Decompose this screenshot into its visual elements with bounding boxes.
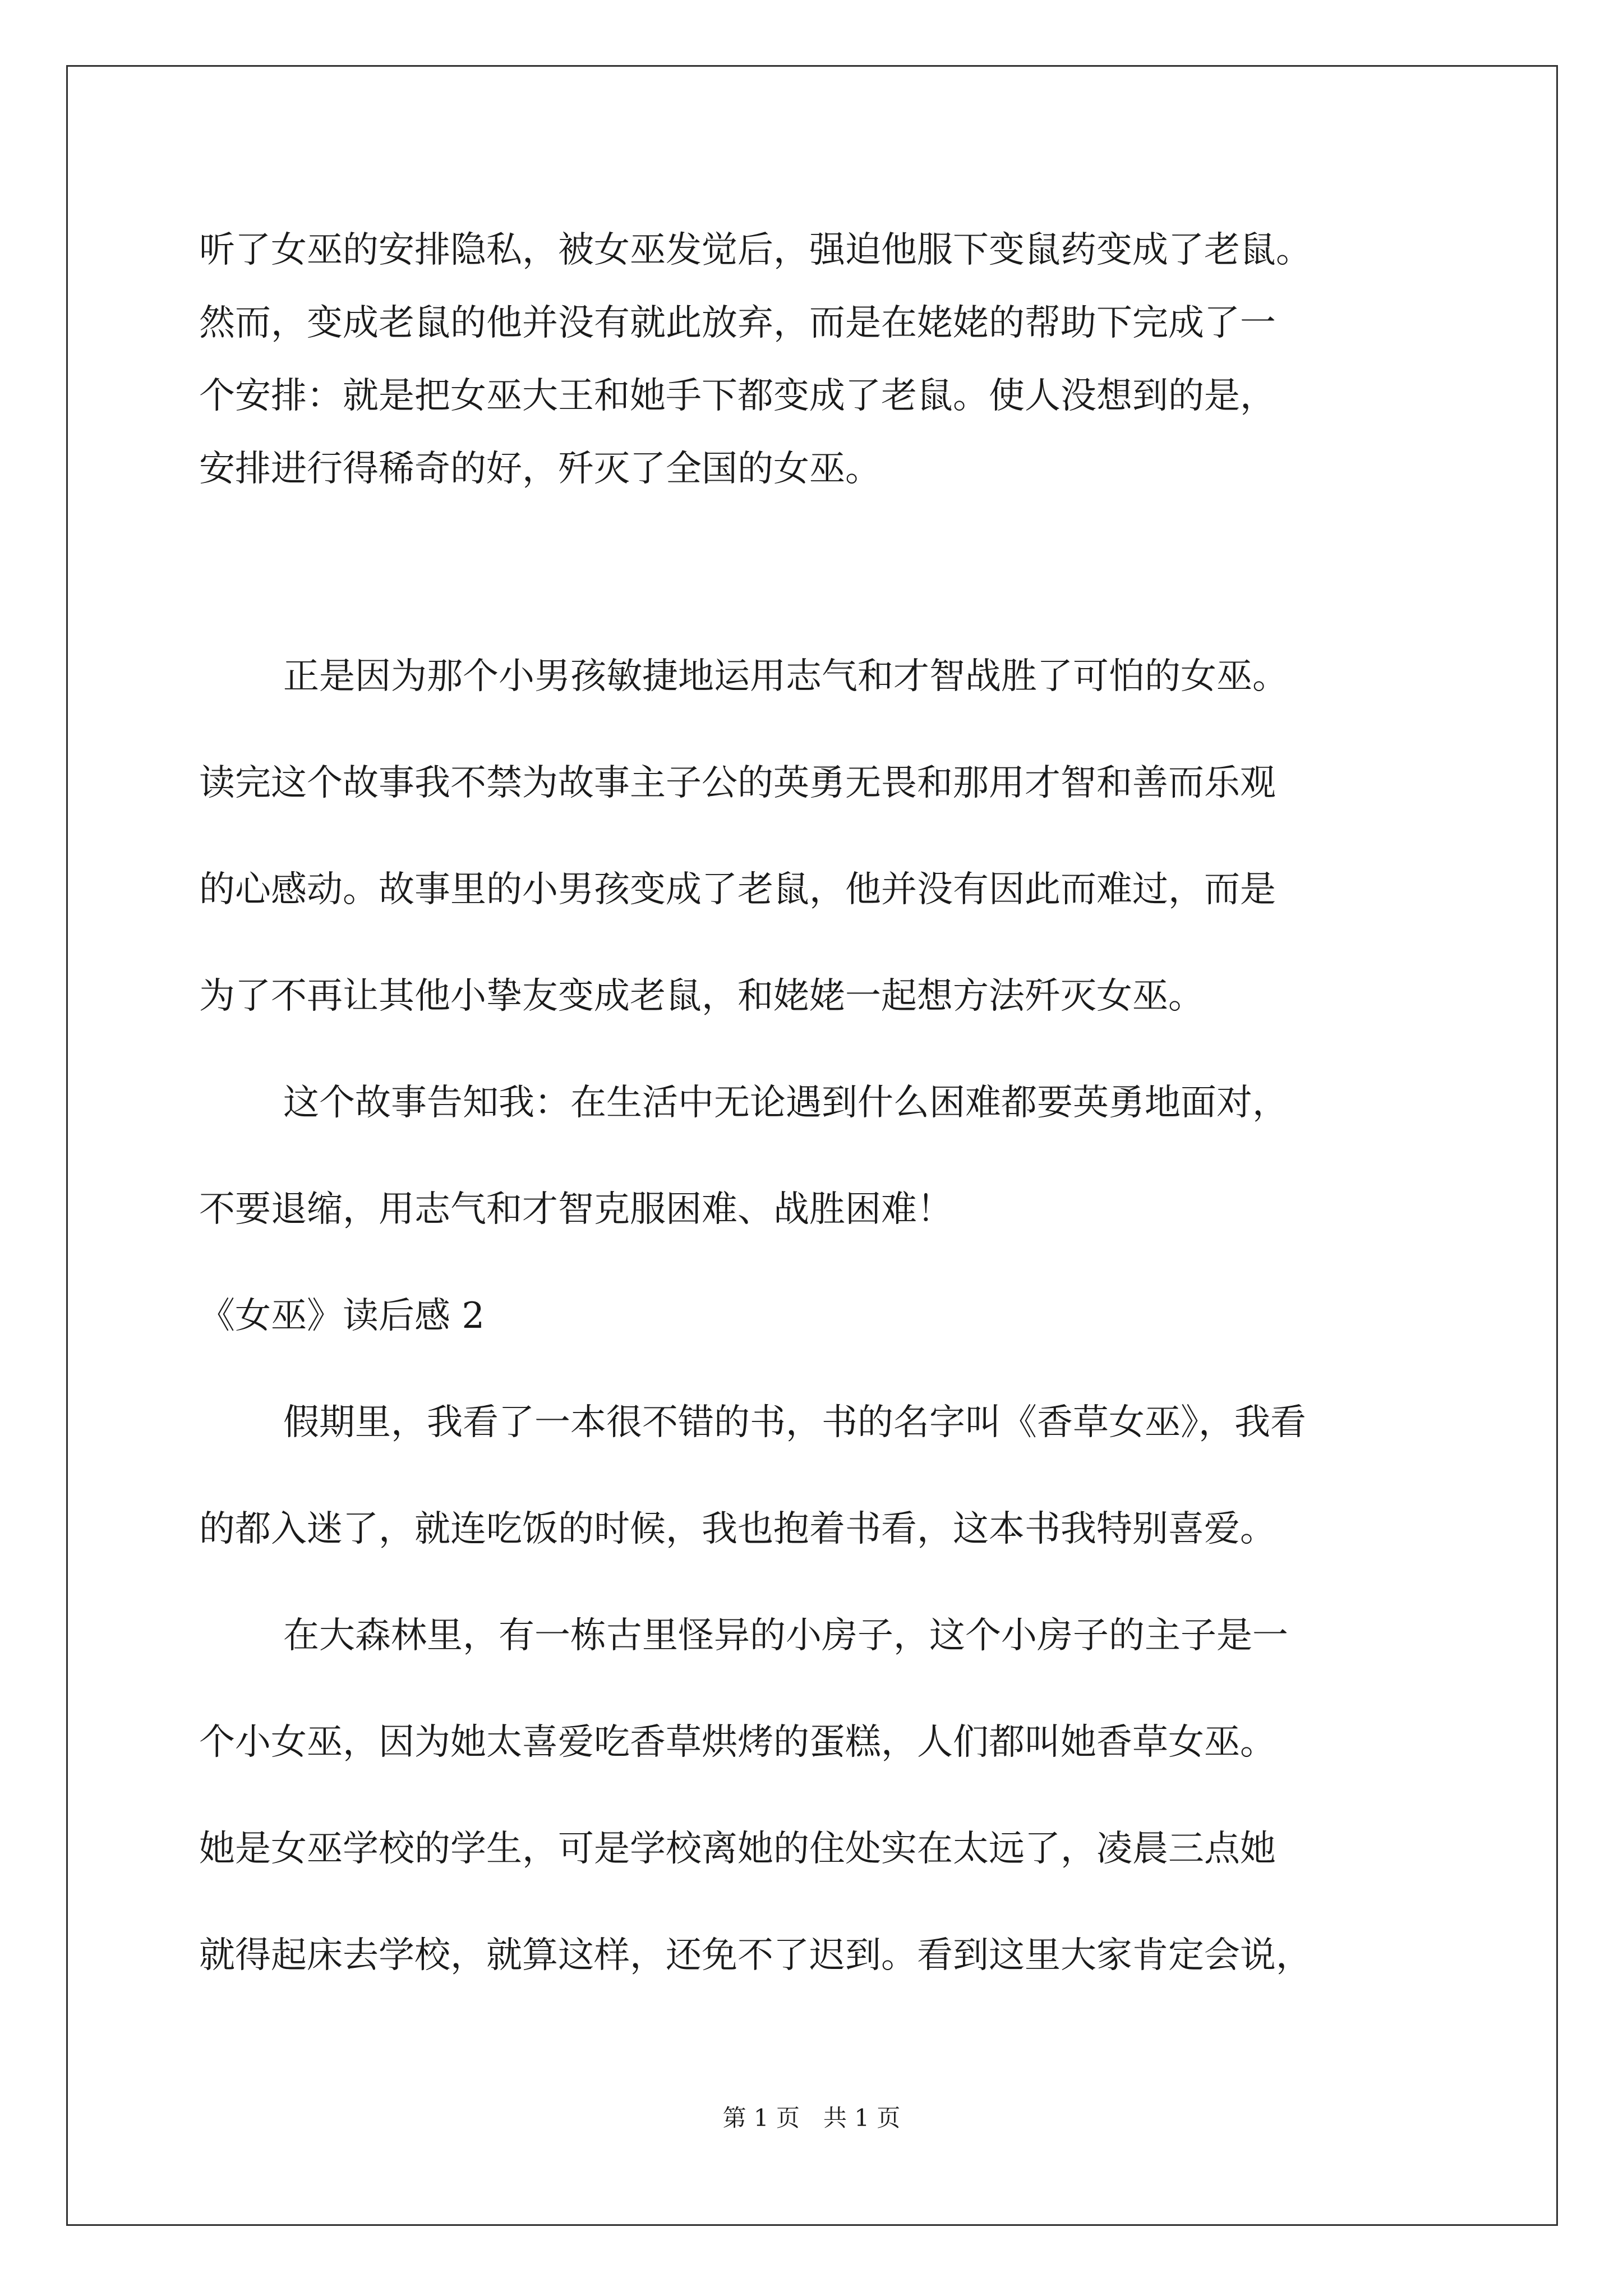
text-line: 的心感动。故事里的小男孩变成了老鼠，他并没有因此而难过，而是 <box>199 869 1276 910</box>
text-line: 在大森林里，有一栋古里怪异的小房子，这个小房子的主子是一 <box>283 1615 1288 1657</box>
page-footer: 第 1 页 共 1 页 <box>722 2104 901 2132</box>
text-line: 为了不再让其他小挚友变成老鼠，和姥姥一起想方法歼灭女巫。 <box>199 976 1204 1017</box>
text-line: 她是女巫学校的学生，可是学校离她的住处实在太远了，凌晨三点她 <box>199 1828 1276 1870</box>
section-heading: 《女巫》读后感 2 <box>199 1295 485 1337</box>
text-line: 假期里，我看了一本很不错的书，书的名字叫《香草女巫》，我看 <box>283 1402 1306 1443</box>
text-line: 这个故事告知我：在生活中无论遇到什么困难都要英勇地面对， <box>283 1082 1288 1124</box>
text-line: 读完这个故事我不禁为故事主子公的英勇无畏和那用才智和善而乐观 <box>199 762 1276 804</box>
text-line: 听了女巫的安排隐私，被女巫发觉后，强迫他服下变鼠药变成了老鼠。 <box>199 229 1312 271</box>
text-line: 安排进行得稀奇的好，歼灭了全国的女巫。 <box>199 448 881 490</box>
text-line: 正是因为那个小男孩敏捷地运用志气和才智战胜了可怕的女巫。 <box>283 656 1288 697</box>
text-line: 个安排：就是把女巫大王和她手下都变成了老鼠。使人没想到的是， <box>199 375 1276 417</box>
text-line: 个小女巫，因为她太喜爱吃香草烘烤的蛋糕，人们都叫她香草女巫。 <box>199 1722 1276 1763</box>
text-line: 不要退缩，用志气和才智克服困难、战胜困难！ <box>199 1189 953 1230</box>
text-line: 的都入迷了，就连吃饭的时候，我也抱着书看，这本书我特别喜爱。 <box>199 1508 1276 1550</box>
text-line: 然而，变成老鼠的他并没有就此放弃，而是在姥姥的帮助下完成了一 <box>199 302 1276 344</box>
text-line: 就得起床去学校，就算这样，还免不了迟到。看到这里大家肯定会说， <box>199 1935 1312 1976</box>
